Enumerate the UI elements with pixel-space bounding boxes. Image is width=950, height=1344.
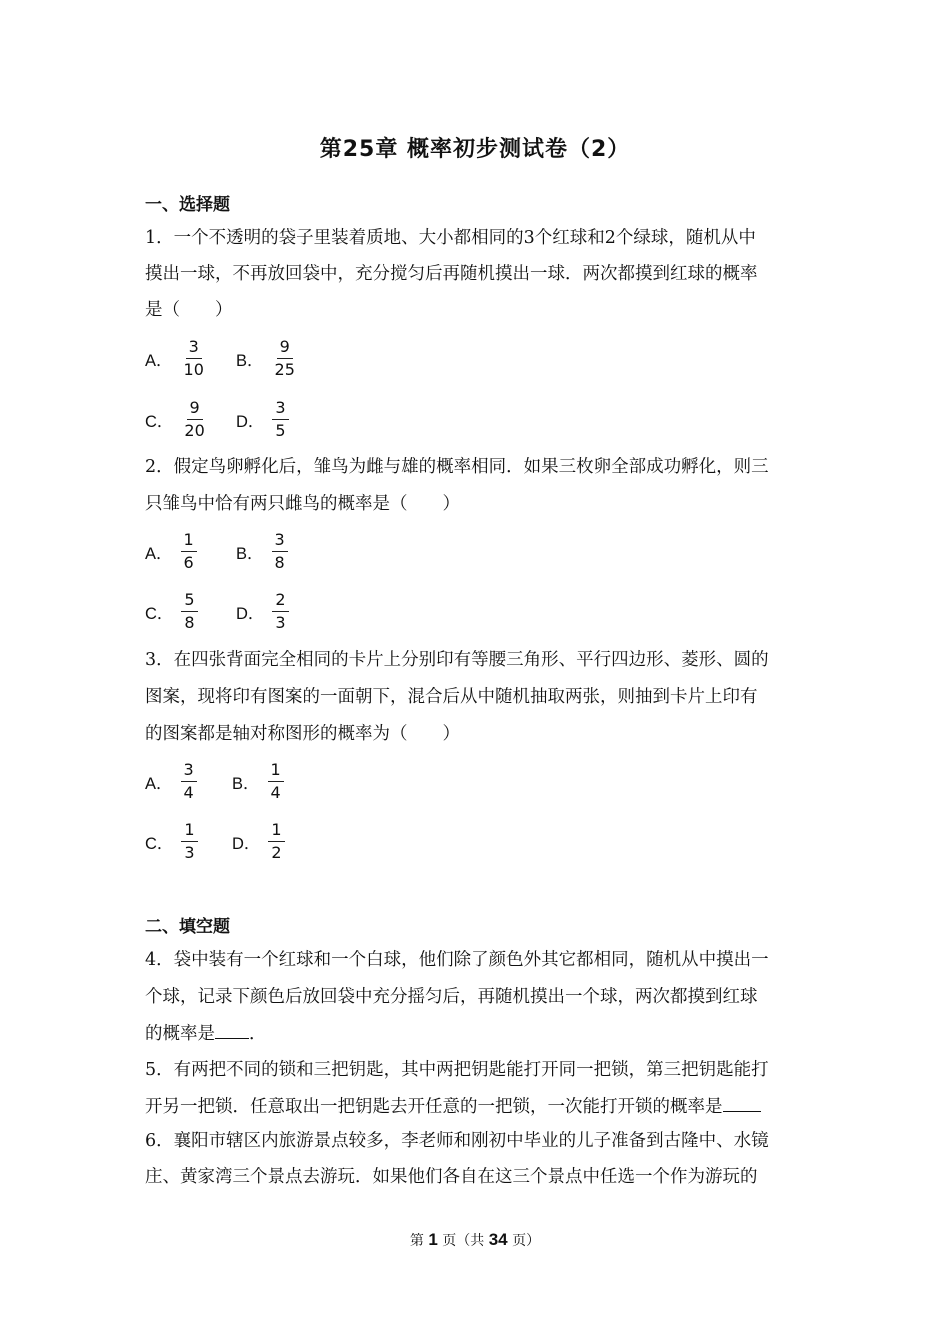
option-label: D．	[232, 834, 261, 853]
fraction: $\frac{1}{2}$	[268, 820, 284, 863]
q1-line-1: 1．一个不透明的袋子里装着质地、大小都相同的3个红球和2个绿球，随机从中	[145, 228, 756, 248]
fraction: $\frac{2}{3}$	[272, 590, 288, 633]
option-label: B．	[236, 544, 264, 563]
fraction: $\frac{3}{5}$	[272, 398, 288, 441]
option-label: A．	[145, 774, 173, 793]
q3-line-1: 3．在四张背面完全相同的卡片上分别印有等腰三角形、平行四边形、菱形、圆的	[145, 650, 769, 670]
footer-page-number: 1	[428, 1230, 438, 1249]
fraction: $\frac{1}{3}$	[181, 820, 197, 863]
q1-line-2: 摸出一球，不再放回袋中，充分搅匀后再随机摸出一球．两次都摸到红球的概率	[145, 264, 758, 284]
q4-line-3-text: 的概率是	[145, 1024, 215, 1044]
q3-option-a	[145, 760, 197, 803]
q2-line-1: 2．假定鸟卵孵化后，雏鸟为雌与雄的概率相同．如果三枚卵全部成功孵化，则三	[145, 457, 769, 477]
q5-line-1: 5．有两把不同的锁和三把钥匙，其中两把钥匙能打开同一把锁，第三把钥匙能打	[145, 1060, 769, 1080]
q4-line-3	[145, 1020, 267, 1045]
fraction: $\frac{9}{25}$	[274, 337, 295, 379]
q4-line-2: 个球，记录下颜色后放回袋中充分摇匀后，再随机摸出一个球，两次都摸到红球	[145, 987, 758, 1007]
q3-option-d	[232, 820, 285, 863]
q2-option-c	[145, 590, 198, 633]
option-label: D．	[236, 604, 265, 623]
q2-line-2: 只雏鸟中恰有两只雌鸟的概率是（ ）	[145, 494, 460, 514]
fraction: $\frac{1}{6}$	[181, 530, 197, 573]
option-label: A．	[145, 544, 173, 563]
q2-option-a	[145, 530, 197, 573]
q1-option-a	[145, 337, 207, 380]
page-footer	[0, 1230, 950, 1250]
fraction: $\frac{3}{8}$	[272, 530, 288, 573]
q3-line-3: 的图案都是轴对称图形的概率为（ ）	[145, 724, 460, 744]
q4-tail: ．	[249, 1024, 267, 1044]
page-title: 第25章 概率初步测试卷（2）	[319, 137, 631, 162]
q1-option-b	[236, 337, 298, 380]
section-heading-fill: 二、填空题	[145, 917, 230, 937]
q5-line-2-text: 开另一把锁．任意取出一把钥匙去开任意的一把锁，一次能打开锁的概率是	[145, 1097, 723, 1117]
q1-option-d	[236, 398, 289, 441]
option-label: A．	[145, 351, 173, 370]
option-label: C．	[145, 604, 174, 623]
q3-option-b	[232, 760, 284, 803]
footer-mid: 页（共	[442, 1233, 485, 1249]
q3-line-2: 图案，现将印有图案的一面朝下，混合后从中随机抽取两张，则抽到卡片上印有	[145, 687, 758, 707]
q6-line-2: 庄、黄家湾三个景点去游玩．如果他们各自在这三个景点中任选一个作为游玩的	[145, 1167, 758, 1187]
section-heading-choice: 一、选择题	[145, 195, 230, 215]
fraction: $\frac{3}{10}$	[183, 337, 204, 379]
q4-line-1: 4．袋中装有一个红球和一个白球，他们除了颜色外其它都相同，随机从中摸出一	[145, 950, 769, 970]
q3-option-c	[145, 820, 198, 863]
q6-line-1: 6．襄阳市辖区内旅游景点较多，李老师和刚初中毕业的儿子准备到古隆中、水镜	[145, 1131, 769, 1151]
footer-pre: 第	[409, 1233, 424, 1249]
q1-line-3: 是（ ）	[145, 300, 233, 320]
q2-option-b	[236, 530, 288, 573]
q1-option-c	[145, 398, 208, 441]
option-label: B．	[232, 774, 260, 793]
option-label: C．	[145, 834, 174, 853]
answer-blank[interactable]	[215, 1022, 249, 1039]
fraction: $\frac{3}{4}$	[181, 760, 197, 803]
fraction: $\frac{9}{20}$	[184, 398, 205, 440]
option-label: B．	[236, 351, 264, 370]
fraction: $\frac{1}{4}$	[268, 760, 284, 803]
option-label: C．	[145, 412, 174, 431]
answer-blank[interactable]	[723, 1095, 761, 1112]
footer-total-pages: 34	[488, 1230, 508, 1249]
q5-line-2	[145, 1093, 761, 1118]
fraction: $\frac{5}{8}$	[181, 590, 197, 633]
footer-post: 页）	[512, 1233, 541, 1249]
q2-option-d	[236, 590, 289, 633]
option-label: D．	[236, 412, 265, 431]
